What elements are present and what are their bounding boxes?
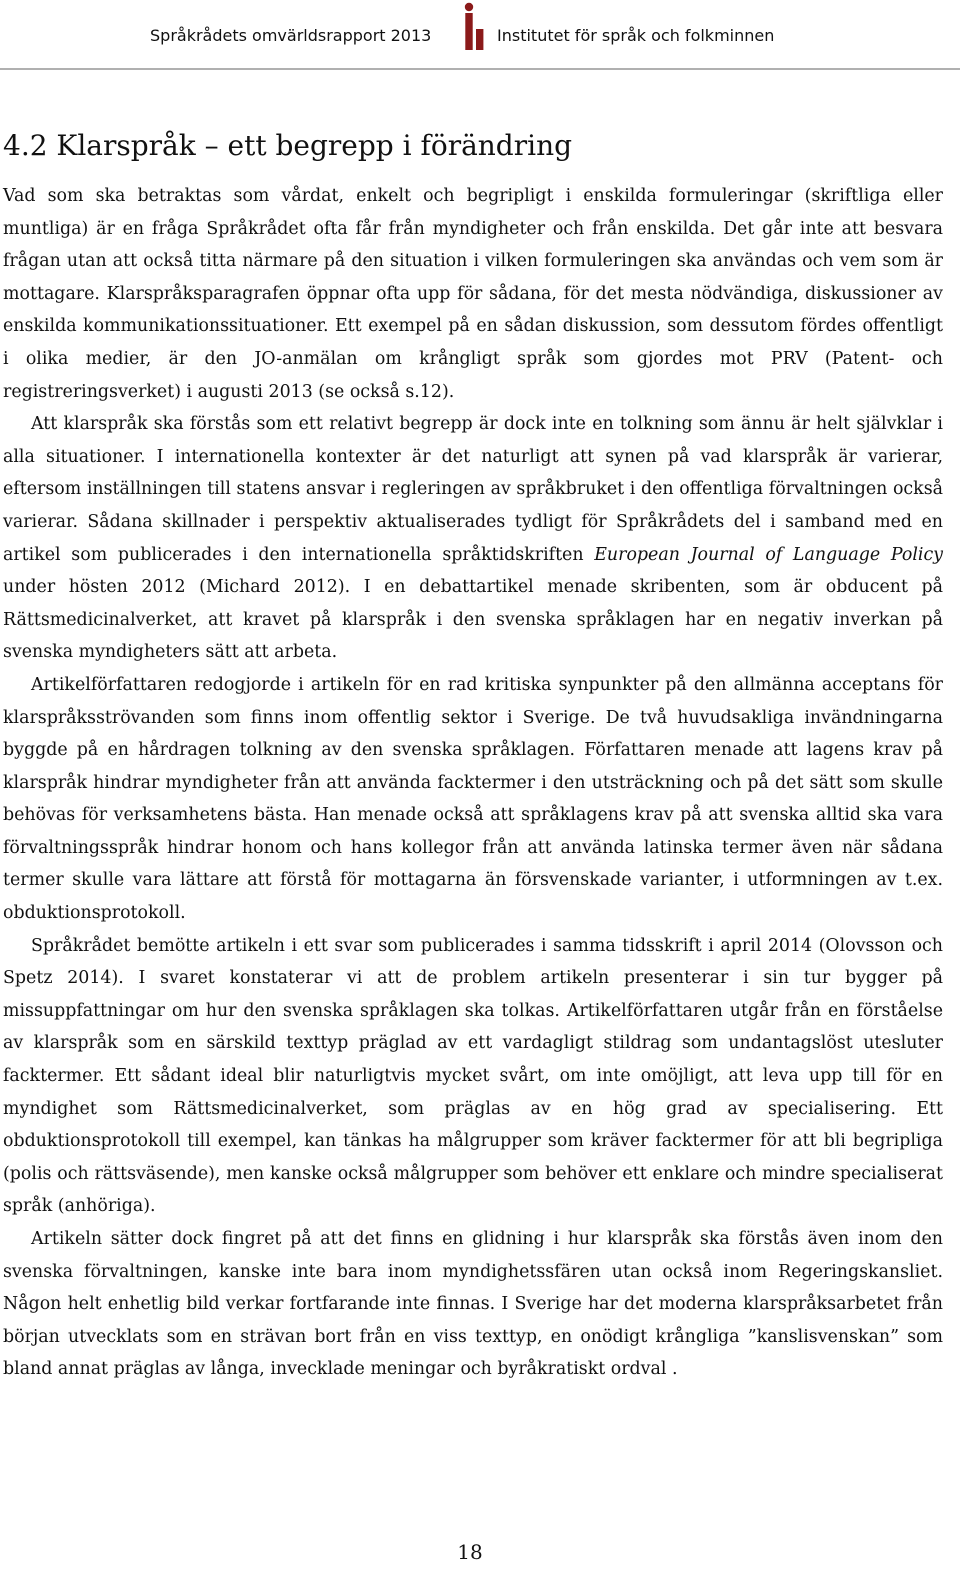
- header-divider: [0, 68, 960, 70]
- paragraph-2-part-2: under hösten 2012 (Michard 2012). I en debattartikel menade skribenten, som är obducent på Rättsmedicinalverket, att kravet på klarspråk i den svenska språklagen har en negativ inverkan på svenska myndigheters sätt att arbeta.: [3, 577, 943, 663]
- paragraph-5: Artikeln sätter dock fingret på att det finns en glidning i hur klarspråk ska förstås även inom den svenska förvaltningen, kanske inte bara inom myndighetssfären utan också inom Regeringskansliet. Någon helt enhetlig bild verkar fortfarande inte finnas. I Sverige har det moderna klarspråksarbetet från början utvecklats som en strävan bort från en viss texttyp, en onödigt krångliga ”kanslisvenskan” som bland annat präglas av långa, invecklade meningar och byråkratiskt ordval .: [3, 1229, 943, 1380]
- paragraph-3: Artikelförfattaren redogjorde i artikeln för en rad kritiska synpunkter på den allmänna acceptans för klarspråksströvanden som finns inom offentlig sektor i Sverige. De två huvudsakliga invändningarna byggde på en hårdragen tolkning av den svenska språklagen. Författaren menade att lagens krav på klarspråk hindrar myndigheter från att använda facktermer i den utsträckning och på det sätt som skulle behövas för verksamhetens bästa. Han menade också att språklagens krav på att svenska alltid ska vara förvaltningsspråk hindrar honom och hans kollegor från att använda latinska termer även när sådana termer skulle vara lättare att förstå för mottagarna än försvenskade varianter, i utformningen av t.ex. obduktionsprotokoll.: [3, 674, 943, 924]
- paragraph-1: Vad som ska betraktas som vårdat, enkelt och begripligt i enskilda formuleringar (skriftliga eller muntliga) är en fråga Språkrådet ofta får från myndigheter och från enskilda. Det går inte att besvara frågan utan att också titta närmare på den situation i vilken formuleringen ska användas och vem som är mottagare. Klarspråksparagrafen öppnar ofta upp för sådana, för det mesta nödvändiga, diskussioner av enskilda kommunikationssituationer. Ett exempel på en sådan diskussion, som dessutom fördes offentligt i olika medier, är den JO-anmälan om krångligt språk som gjordes mot PRV (Patent- och registreringsverket) i augusti 2013 (se också s.12).: [3, 186, 943, 402]
- section-heading: 4.2 Klarspråk – ett begrepp i förändring: [3, 129, 573, 162]
- page-number: 18: [457, 1540, 483, 1564]
- paragraph-2-part-1: Att klarspråk ska förstås som ett relativt begrepp är dock inte en tolkning som ännu är helt självklar i alla situationer. I internationella kontexter är det naturligt att synen på vad klarspråk är varierar, eftersom inställningen till statens ansvar i regleringen av språkbruket i den offentliga förvaltningen också varierar. Sådana skillnader i perspektiv aktualiserades tydligt för Språkrådets del i samband med en artikel som publicerades i den internationella språktidskriften: [3, 414, 943, 565]
- paragraph-2: [3, 408, 943, 669]
- institute-logo-icon: [463, 2, 485, 50]
- page-header: [0, 0, 960, 82]
- header-report-title: Språkrådets omvärldsrapport 2013: [150, 26, 432, 45]
- page-content: [3, 126, 943, 1386]
- header-institute-name: Institutet för språk och folkminnen: [497, 26, 775, 45]
- journal-title: European Journal of Language Policy: [594, 544, 944, 565]
- paragraph-4: Språkrådet bemötte artikeln i ett svar som publicerades i samma tidsskrift i april 2014 (Olovsson och Spetz 2014). I svaret konstaterar vi att de problem artikeln presenterar i sin tur bygger på missuppfattningar om hur den svenska språklagen ska tolkas. Artikelförfattaren utgår från en förståelse av klarspråk som en särskild texttyp präglad av ett vardagligt stildrag som undantagslöst utesluter facktermer. Ett sådant ideal blir naturligtvis mycket svårt, om inte omöjligt, att leva upp till för en myndighet som Rättsmedicinalverket, som präglas av en hög grad av specialisering. Ett obduktionsprotokoll till exempel, kan tänkas ha målgrupper som kräver facktermer för att bli begripliga (polis och rättsväsende), men kanske också målgrupper som behöver ett enklare och mindre specialiserat språk (anhöriga).: [3, 935, 943, 1217]
